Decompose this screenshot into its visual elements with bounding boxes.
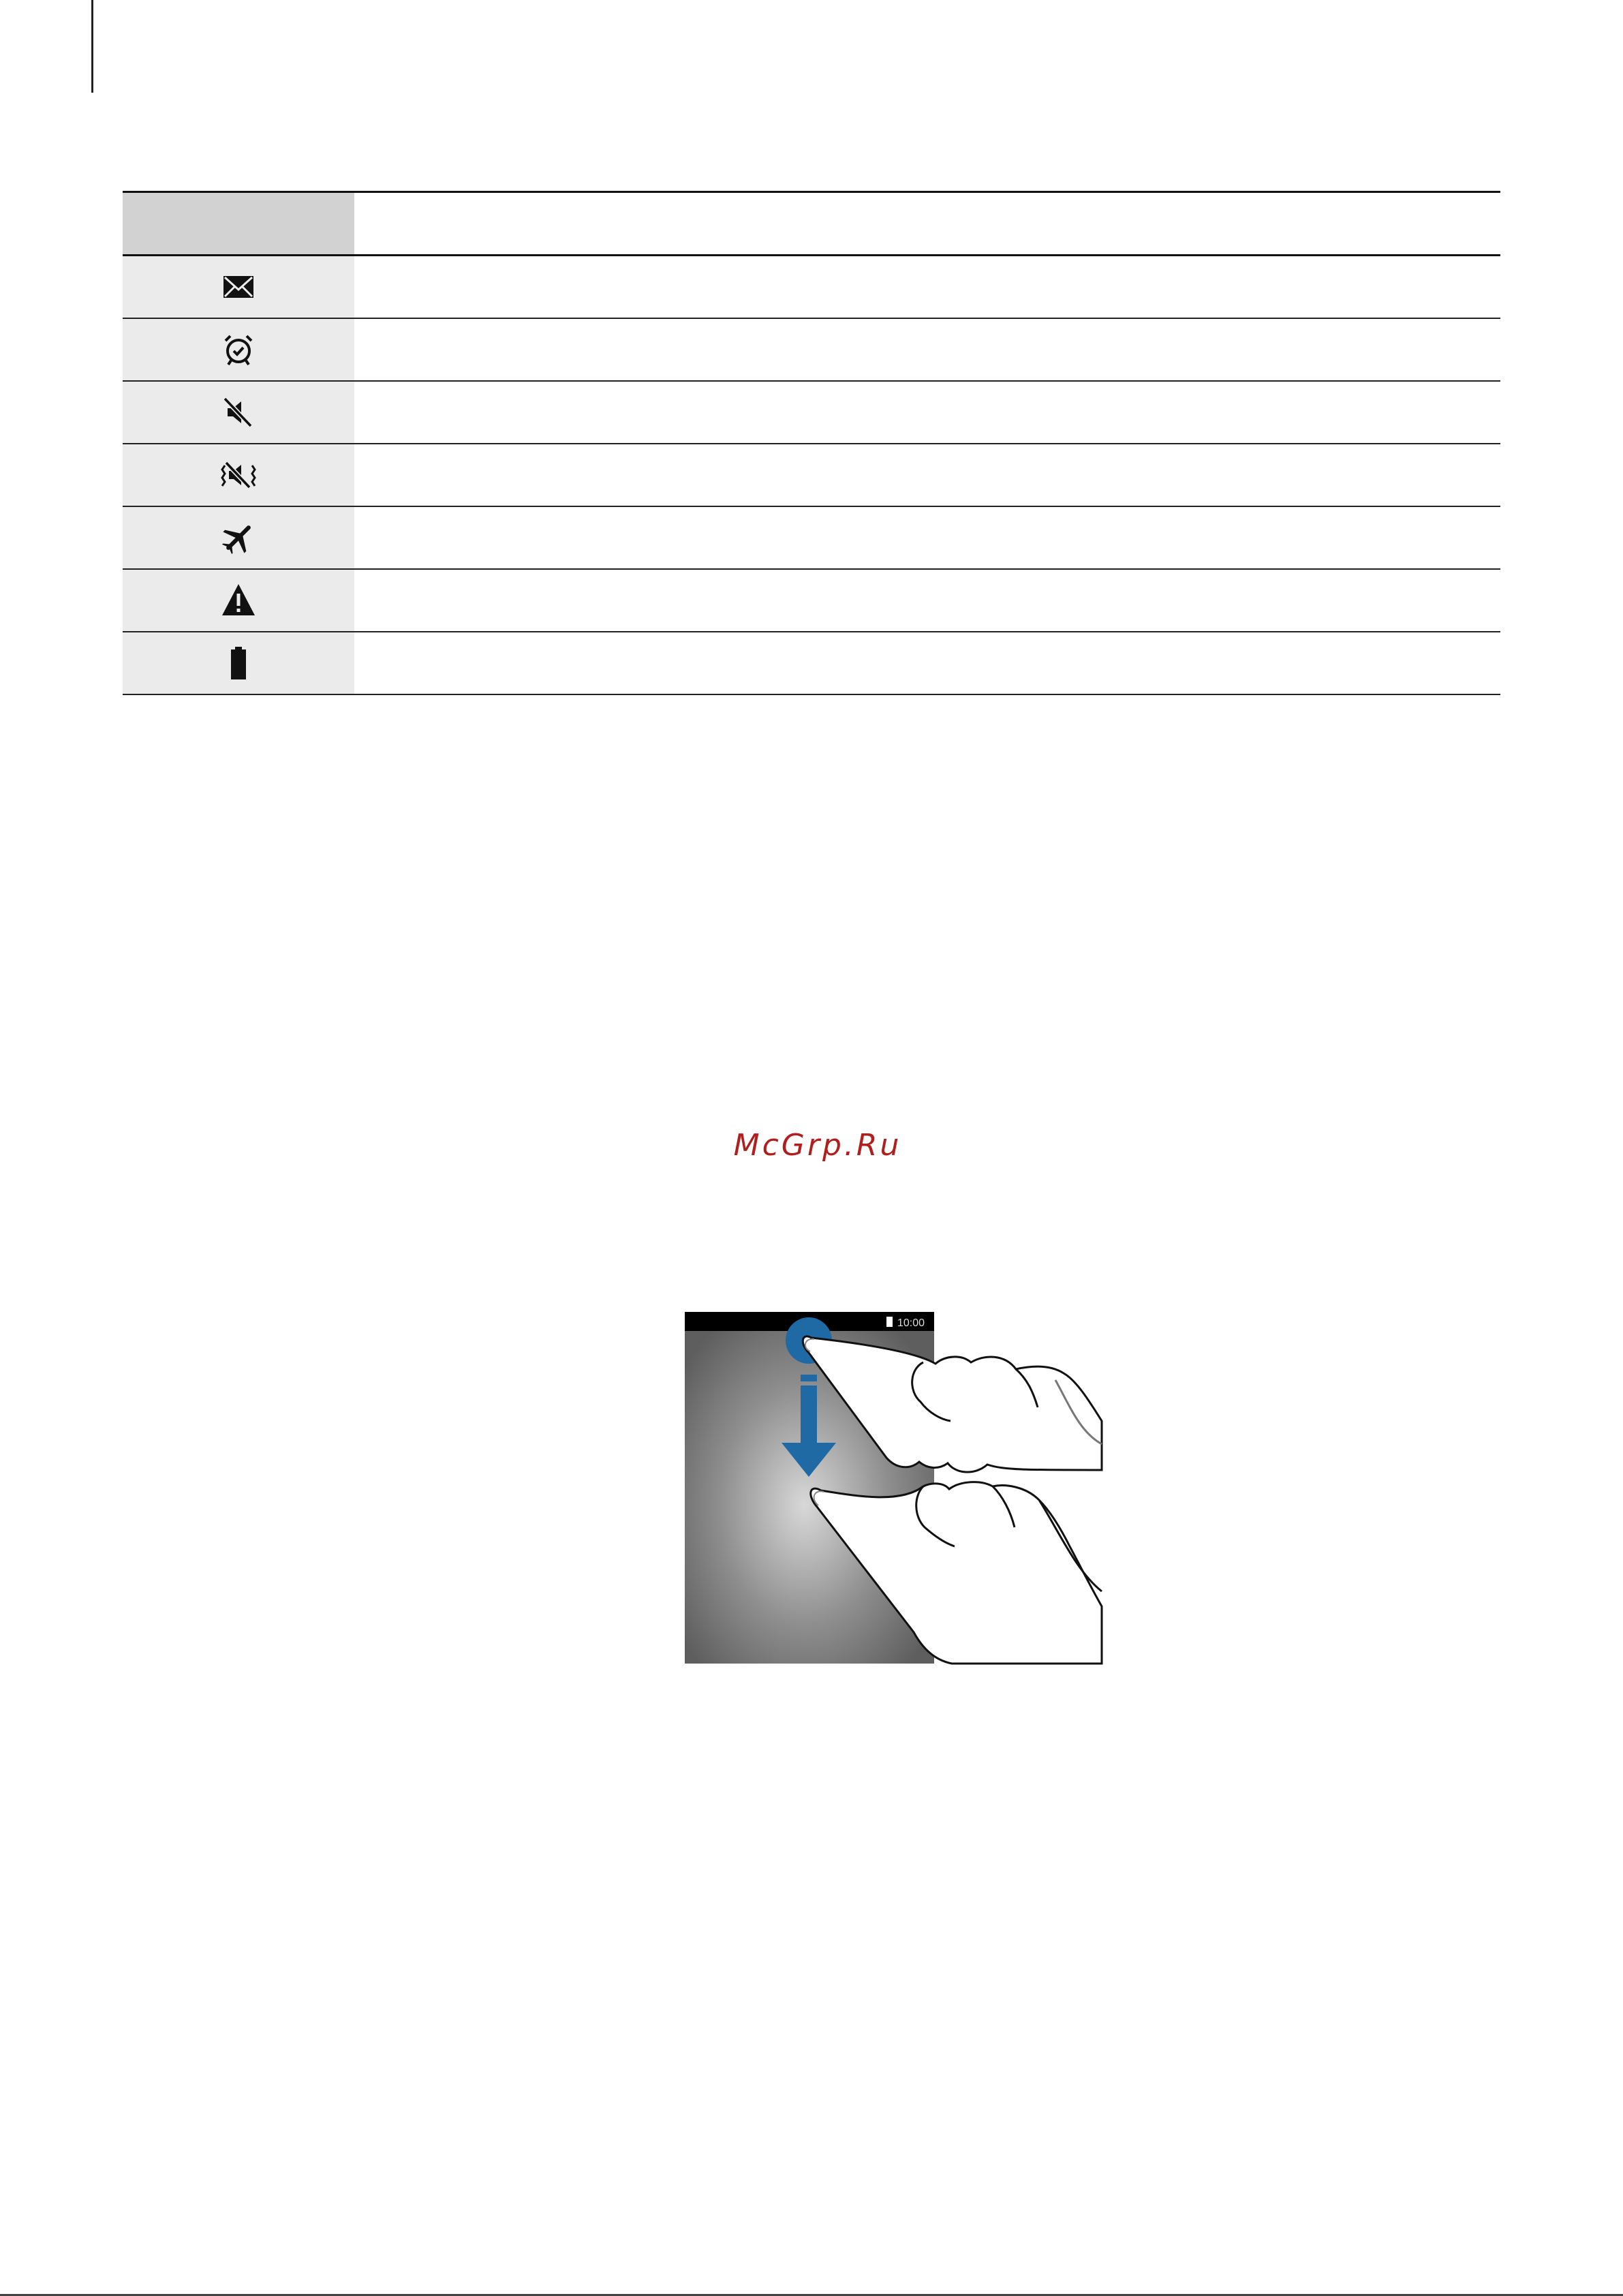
vibrate-icon (213, 456, 264, 494)
table-row (123, 382, 1500, 444)
row-description (354, 570, 1500, 631)
row-description (354, 382, 1500, 443)
status-icon-table (123, 191, 1500, 695)
envelope-icon (219, 268, 258, 306)
row-description (354, 256, 1500, 318)
header-meaning-column (354, 193, 1500, 254)
warning-icon (219, 581, 258, 619)
airplane-icon (219, 519, 258, 557)
table-row (123, 319, 1500, 382)
table-row (123, 444, 1500, 507)
status-time: 10:00 (897, 1317, 925, 1329)
mute-icon (219, 393, 258, 431)
table-row (123, 256, 1500, 319)
table-header-row (123, 193, 1500, 256)
page-margin-rule (91, 0, 93, 93)
swipe-down-illustration (685, 1312, 1107, 1666)
row-description (354, 507, 1500, 568)
row-description (354, 632, 1500, 694)
row-description (354, 444, 1500, 506)
header-icon-column (123, 193, 354, 254)
battery-icon (219, 644, 258, 682)
alarm-clock-icon (219, 331, 258, 369)
table-row (123, 570, 1500, 632)
status-battery-icon (886, 1317, 893, 1327)
table-row (123, 507, 1500, 570)
watermark: McGrp.Ru (733, 1128, 902, 1163)
table-row (123, 632, 1500, 695)
row-description (354, 319, 1500, 380)
